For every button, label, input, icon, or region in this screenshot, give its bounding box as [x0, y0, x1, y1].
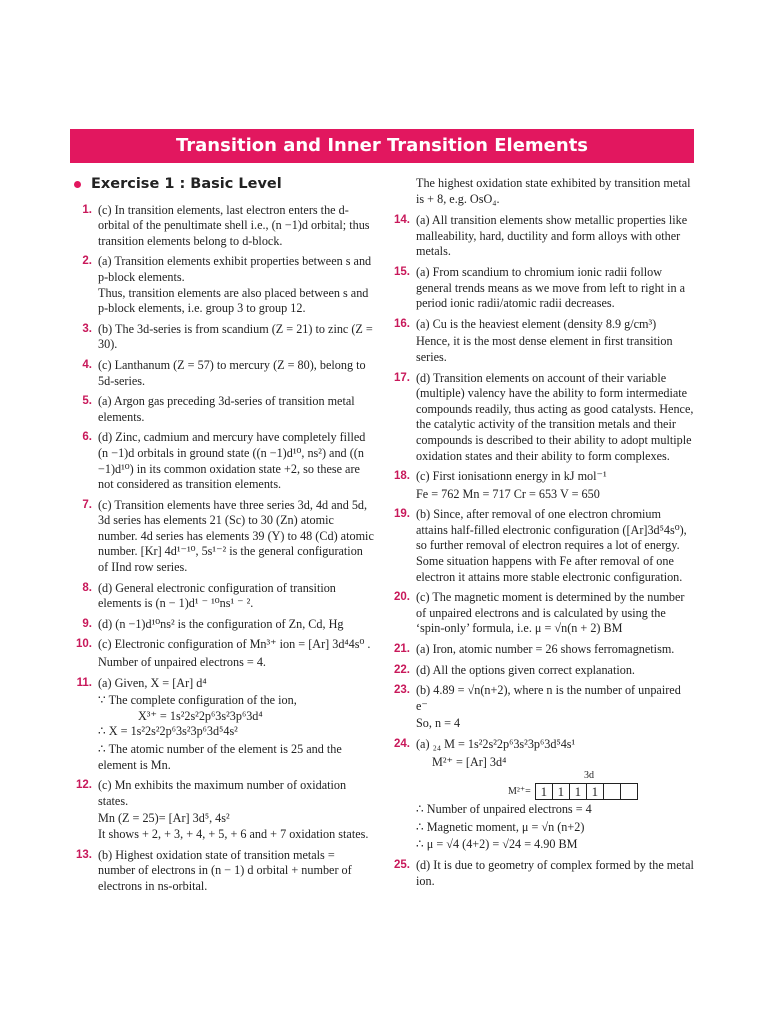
answer-text: (c) Electronic configuration of Mn³⁺ ion = [Ar] 3d⁴4s⁰ . — [98, 637, 371, 652]
answer-text: ∴ Magnetic moment, μ = √n (n+2) — [416, 819, 585, 834]
answer-number: 4. — [82, 358, 92, 371]
chapter-banner — [70, 129, 694, 163]
answer-text: Fe = 762 Mn = 717 Cr = 653 V = 650 — [416, 486, 600, 501]
answer-number: 10. — [76, 638, 92, 651]
answer-item — [392, 590, 694, 637]
answer-text: It shows + 2, + 3, + 4, + 5, + 6 and + 7 oxidation states. — [98, 826, 369, 841]
answer-number: 12. — [76, 779, 92, 792]
answer-text: (d) Transition elements on account of their variable (multiple) valency have the ability to form intermediate compounds readily, thus acting as good catalysts. Hence, the catalytic activity of the transition metals and their compounds is described to their ability to adopt multiple oxidation states and their ability to form complexes. — [416, 370, 694, 463]
answer-item — [74, 322, 374, 353]
orbital-label: 3d — [584, 770, 594, 782]
answer-item — [74, 778, 374, 842]
answer-number: 5. — [82, 395, 92, 408]
exercise-heading — [74, 177, 374, 193]
orbital-cells — [535, 783, 638, 800]
answer-number: 7. — [82, 498, 92, 511]
answer-text: Number of unpaired electrons = 4. — [98, 655, 266, 670]
answer-text: (a) Cu is the heaviest element (density 8.9 g/cm³) — [416, 316, 657, 331]
answer-text: Mn (Z = 25)= [Ar] 3d⁵, 4s² — [98, 811, 230, 826]
answer-item — [392, 737, 694, 853]
answer-text: (a) From scandium to chromium ionic radii follow general trends means as we move from left to right in a period ionic radii/atomic radii decreases. — [416, 264, 686, 311]
answer-text: (d) Zinc, cadmium and mercury have completely filled (n −1)d orbitals in ground state ((n −1)d¹⁰, ns²) and ((n −1)d¹⁰) in its common oxidation state +2, so these are not considered as transition elements. — [98, 430, 366, 492]
answer-item — [74, 498, 374, 576]
orbital-cell: 1 — [570, 784, 587, 799]
answer-number: 3. — [82, 322, 92, 335]
answer-number: 20. — [394, 591, 410, 604]
equation-line: M²⁺ = [Ar] 3d⁴ — [432, 754, 507, 769]
answer-item — [74, 581, 374, 612]
answer-item — [392, 507, 694, 585]
answer-item — [74, 254, 374, 316]
answer-text: ∴ Number of unpaired electrons = 4 — [416, 802, 592, 817]
ion-label: M²⁺= — [508, 785, 531, 797]
answer-item — [74, 358, 374, 389]
continuation-text: The highest oxidation state exhibited by transition metal is + 8, e.g. OsO₄. — [416, 176, 691, 206]
bullet-icon — [74, 181, 81, 188]
answer-text: Hence, it is the most dense element in first transition series. — [416, 334, 673, 364]
answer-text: (a) ₂₄ M = 1s²2s²2p⁶3s²3p⁶3d⁵4s¹ — [416, 737, 576, 751]
answer-item — [392, 858, 694, 889]
orbital-cell — [621, 784, 637, 799]
answer-item — [392, 317, 694, 366]
answer-number: 16. — [394, 317, 410, 330]
answer-text: ∴ The atomic number of the element is 25 and the element is Mn. — [98, 742, 342, 772]
answer-number: 19. — [394, 508, 410, 521]
answer-number: 14. — [394, 214, 410, 227]
answer-item — [74, 637, 374, 670]
answer-number: 18. — [394, 470, 410, 483]
answer-item — [74, 676, 374, 774]
answer-text: (c) Lanthanum (Z = 57) to mercury (Z = 80), belong to 5d-series. — [98, 357, 366, 388]
left-column — [74, 176, 374, 899]
answer-number: 13. — [76, 848, 92, 861]
right-column — [392, 176, 694, 894]
answer-item — [74, 848, 374, 895]
answer-text: (b) 4.89 = √n(n+2), where n is the number of unpaired e⁻ — [416, 683, 681, 713]
orbital-cell: 1 — [536, 784, 553, 799]
answer-item — [392, 683, 694, 732]
answer-text: Thus, transition elements are also placed between s and p-block elements, i.e. group 3 to group 12. — [98, 285, 369, 316]
answer-text: (a) Iron, atomic number = 26 shows ferromagnetism. — [416, 642, 675, 657]
answer-item — [392, 663, 694, 679]
answer-text: ∵ The complete configuration of the ion, — [98, 693, 297, 708]
orbital-cell — [604, 784, 621, 799]
answer-number: 2. — [82, 255, 92, 268]
answer-text: (b) Since, after removal of one electron chromium attains half-filled electronic configuration ([Ar]3d⁵4s⁰), so further removal of electron requires a lot of energy. Some situation happens with Fe after removal of one electron it attains more stable electronic configuration. — [416, 507, 687, 584]
answer-text: (c) The magnetic moment is determined by the number of unpaired electrons and is calculated by using the ‘spin-only’ formula, i.e. μ = √n(n + 2) BM — [416, 590, 685, 636]
answer-number: 22. — [394, 663, 410, 676]
answer-number: 23. — [394, 684, 410, 697]
answer-text: (c) First ionisationn energy in kJ mol⁻¹ — [416, 469, 607, 484]
answer-item — [74, 617, 374, 633]
equation-line: X³⁺ = 1s²2s²2p⁶3s²3p⁶3d⁴ — [138, 708, 263, 723]
answer-number: 8. — [82, 581, 92, 594]
answer-text: (d) All the options given correct explanation. — [416, 662, 635, 677]
answer-text: (d) It is due to geometry of complex formed by the metal ion. — [416, 857, 694, 888]
answer-number: 1. — [82, 203, 92, 216]
answer-number: 24. — [394, 738, 410, 750]
answer-item — [74, 203, 374, 250]
answer-text: (a) Given, X = [Ar] d⁴ — [98, 675, 207, 690]
orbital-box-diagram — [416, 783, 694, 800]
answer-number: 21. — [394, 643, 410, 656]
answer-item — [74, 394, 374, 425]
answer-text: (c) Mn exhibits the maximum number of oxidation states. — [98, 778, 347, 808]
exercise-title: Exercise 1 : Basic Level — [91, 176, 282, 192]
answer-item — [392, 371, 694, 465]
answer-number: 15. — [394, 265, 410, 278]
answer-item — [392, 469, 694, 502]
answer-item — [392, 642, 694, 658]
answer-text: (c) In transition elements, last electron enters the d-orbital of the penultimate shell i.e., (n −1)d orbital; thus transition elements belong to d-block. — [98, 202, 370, 248]
answer-number: 9. — [82, 617, 92, 630]
answer-text: (a) Argon gas preceding 3d-series of transition metal elements. — [98, 394, 355, 424]
answer-text: (b) Highest oxidation state of transition metals = number of electrons in (n − 1) d orbital + number of electrons in ns-orbital. — [98, 847, 352, 893]
answer-number: 6. — [82, 431, 92, 444]
answer-text: (b) The 3d-series is from scandium (Z = 21) to zinc (Z = 30). — [98, 321, 373, 352]
chapter-title: Transition and Inner Transition Elements — [175, 135, 589, 156]
answer-item — [74, 430, 374, 492]
answer-text: (c) Transition elements have three series 3d, 4d and 5d, 3d series has elements 21 (Sc) to 30 (Zn) atomic number. 4d series has elements 39 (Y) to 48 (Cd) atomic number. [Kr] 4d¹⁻¹⁰, 5s¹⁻² is the general configuration of IInd row series. — [98, 497, 374, 575]
equation-line: ∴ X = 1s²2s²2p⁶3s²3p⁶3d⁵4s² — [98, 724, 238, 739]
answer-item — [392, 213, 694, 260]
answer-item — [392, 265, 694, 312]
answer-text: (a) All transition elements show metallic properties like malleability, hard, ductility and form alloys with other metals. — [416, 213, 688, 259]
answer-number: 25. — [394, 858, 410, 871]
answer-text: ∴ μ = √4 (4+2) = √24 = 4.90 BM — [416, 837, 578, 852]
answer-text: So, n = 4 — [416, 716, 461, 731]
answer-text: (a) Transition elements exhibit properties between s and p-block elements. — [98, 254, 372, 284]
answer-number: 17. — [394, 371, 410, 384]
orbital-cell: 1 — [553, 784, 570, 799]
answer-text: (d) General electronic configuration of transition elements is (n − 1)d¹ ⁻ ¹⁰ns¹ ⁻ ². — [98, 580, 336, 611]
answer-text: (d) (n −1)d¹⁰ns² is the configuration of Zn, Cd, Hg — [98, 616, 344, 631]
answer-number: 11. — [76, 676, 92, 689]
orbital-cell: 1 — [587, 784, 604, 799]
